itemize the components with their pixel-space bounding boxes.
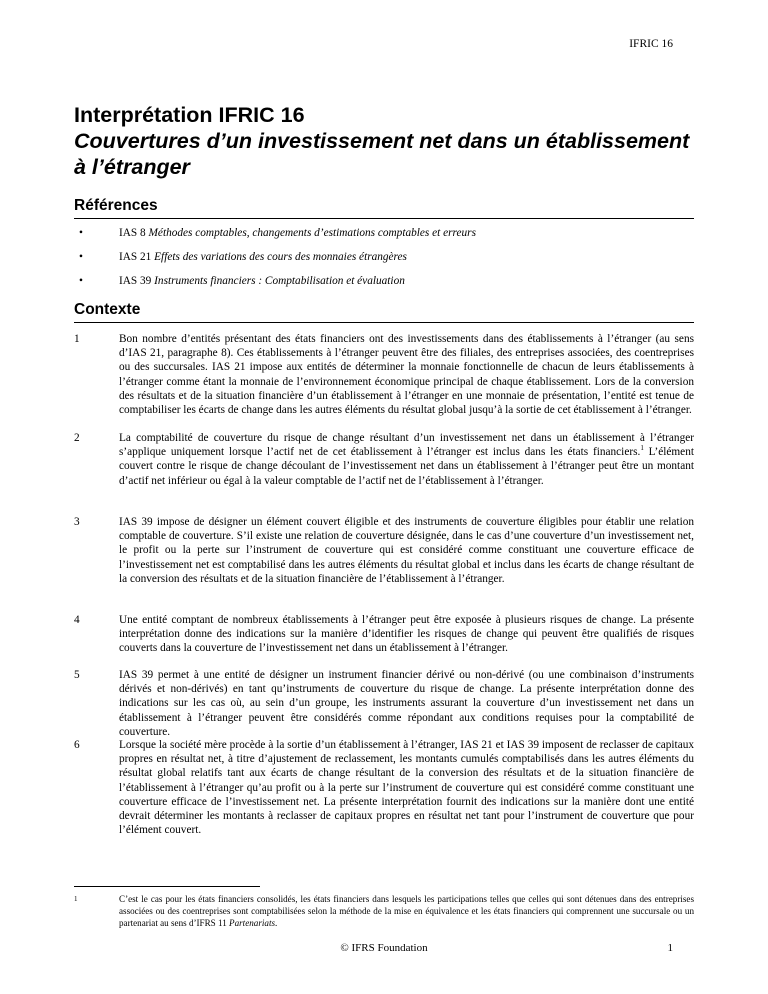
footnote-italic: Partenariats (229, 918, 276, 928)
paragraph-number: 5 (74, 669, 80, 681)
footnote-text-part: C’est le cas pour les états financiers consolidés, les états financiers dans lesquels les participations telles que celles qui sont détenues dans des entreprises associées ou des coentreprises sont comptabilisées selon la méthode de la mise en équivalence et les états financiers qui comprennent une succursale ou un partenariat au sens d’IFRS 11 (119, 894, 694, 928)
reference-item (74, 275, 694, 299)
running-header: IFRIC 16 (629, 38, 673, 50)
reference-code: IAS 8 (119, 227, 146, 239)
footnote (74, 893, 694, 929)
paragraph-2 (74, 431, 694, 488)
paragraph-number: 2 (74, 432, 80, 444)
title-main: Interprétation IFRIC 16 (74, 103, 305, 127)
paragraph-number: 6 (74, 739, 80, 751)
paragraph-text (119, 431, 694, 488)
paragraph-number: 1 (74, 333, 80, 345)
reference-code: IAS 39 (119, 275, 152, 287)
footnote-text-end: . (275, 918, 278, 928)
references-heading: Références (74, 197, 694, 219)
footnote-number: 1 (74, 895, 78, 903)
bullet: • (79, 227, 83, 239)
paragraph-text: Lorsque la société mère procède à la sortie d’un établissement à l’étranger, IAS 21 et IAS 39 imposent de reclasser de capitaux propres en résultat net, à titre d’ajustement de reclassement, les montants cumulés comptabilisés dans les autres éléments du résultat global relatifs tant aux écarts de change résultant de la conversion des résultats et de la situation financière de l’établissement à l’étranger qu’au profit ou à la perte sur l’instrument de couverture qui est considéré comme constituant une couverture efficace de l’investissement net. La présente interprétation fournit des indications sur la manière dont une entité devrait déterminer les montants à reclasser de capitaux propres en résultat net tant pour l’instrument de couverture que pour l’élément couvert. (119, 739, 694, 837)
paragraph-number: 4 (74, 614, 80, 626)
bullet: • (79, 251, 83, 263)
footnote-reference: 1 (640, 444, 644, 453)
bullet: • (79, 275, 83, 287)
footnote-text (119, 893, 694, 929)
context-heading: Contexte (74, 301, 694, 323)
reference-item (74, 251, 694, 275)
paragraph-text-part: La comptabilité de couverture du risque de change résultant d’un investissement net dans un établissement à l’étranger s’applique uniquement lorsque l’actif net de cet établissement à l’étranger est inclus dans les états financiers. (119, 432, 694, 459)
copyright-footer: © IFRS Foundation (340, 942, 428, 954)
reference-code: IAS 21 (119, 251, 152, 263)
title-subtitle: Couvertures d’un investissement net dans un établissement à l’étranger (74, 129, 690, 179)
document-title (74, 102, 694, 180)
paragraph-1 (74, 332, 694, 417)
paragraph-text: Une entité comptant de nombreux établissements à l’étranger peut être exposée à plusieurs risques de change. La présente interprétation donne des indications sur la manière d’identifier les risques de change qui peuvent être qualifiés de risques couverts dans la couverture de l’investissement net dans un établissement à l’étranger. (119, 614, 694, 655)
reference-name: Effets des variations des cours des monnaies étrangères (154, 251, 407, 263)
references-list (74, 227, 694, 299)
page-number: 1 (667, 942, 673, 954)
paragraph-text-part: L’élément couvert contre le risque de change découlant de l’investissement net dans un établissement à l’étranger peut être un montant d’actif net inférieur ou égal à la valeur comptable de l’actif net de l’établissement à l’étranger. (119, 446, 694, 487)
paragraph-text: IAS 39 permet à une entité de désigner un instrument financier dérivé ou non-dérivé (ou une combinaison d’instruments dérivés et non-dérivés) en tant qu’instruments de couverture du risque de change. La présente interprétation donne des indications sur les cas où, au sein d’un groupe, les instruments assurant la couverture d’un investissement net dans un établissement à l’étranger peuvent être considérés comme répondant aux conditions requises pour la comptabilité de couverture. (119, 669, 694, 738)
reference-item (74, 227, 694, 251)
footnote-divider (74, 886, 260, 887)
paragraph-6 (74, 738, 694, 837)
paragraph-number: 3 (74, 516, 80, 528)
paragraph-3 (74, 515, 694, 586)
paragraph-text: IAS 39 impose de désigner un élément couvert éligible et des instruments de couverture éligibles pour établir une relation comptable de couverture. S’il existe une relation de couverture désignée, dans le cas d’une couverture d’un investissement net, le profit ou la perte sur l’instrument de couverture qui est considéré comme constituant une couverture efficace de l’investissement net est comptabilisé dans les autres éléments du résultat global et inclus dans les écarts de change résultant de la conversion des résultats et de la situation financière de l’établissement à l’étranger. (119, 516, 694, 585)
paragraph-4 (74, 613, 694, 656)
paragraph-5 (74, 668, 694, 739)
reference-name: Méthodes comptables, changements d’estimations comptables et erreurs (148, 227, 476, 239)
paragraph-text: Bon nombre d’entités présentant des états financiers ont des investissements dans des établissements à l’étranger (au sens d’IAS 21, paragraphe 8). Ces établissements à l’étranger peuvent être des filiales, des entreprises associées, des coentreprises ou des succursales. IAS 21 impose aux entités de déterminer la monnaie fonctionnelle de chacun de leurs établissements à l’étranger comme étant la monnaie de l’environnement économique principal de chaque établissement. Lors de la conversion des résultats et de la situation financière d’un établissement à l’étranger en une monnaie de présentation, l’entité est tenue de comptabiliser les écarts de change dans les autres éléments du résultat global jusqu’à la sortie de cet établissement à l’étranger. (119, 333, 694, 417)
reference-name: Instruments financiers : Comptabilisation et évaluation (154, 275, 405, 287)
